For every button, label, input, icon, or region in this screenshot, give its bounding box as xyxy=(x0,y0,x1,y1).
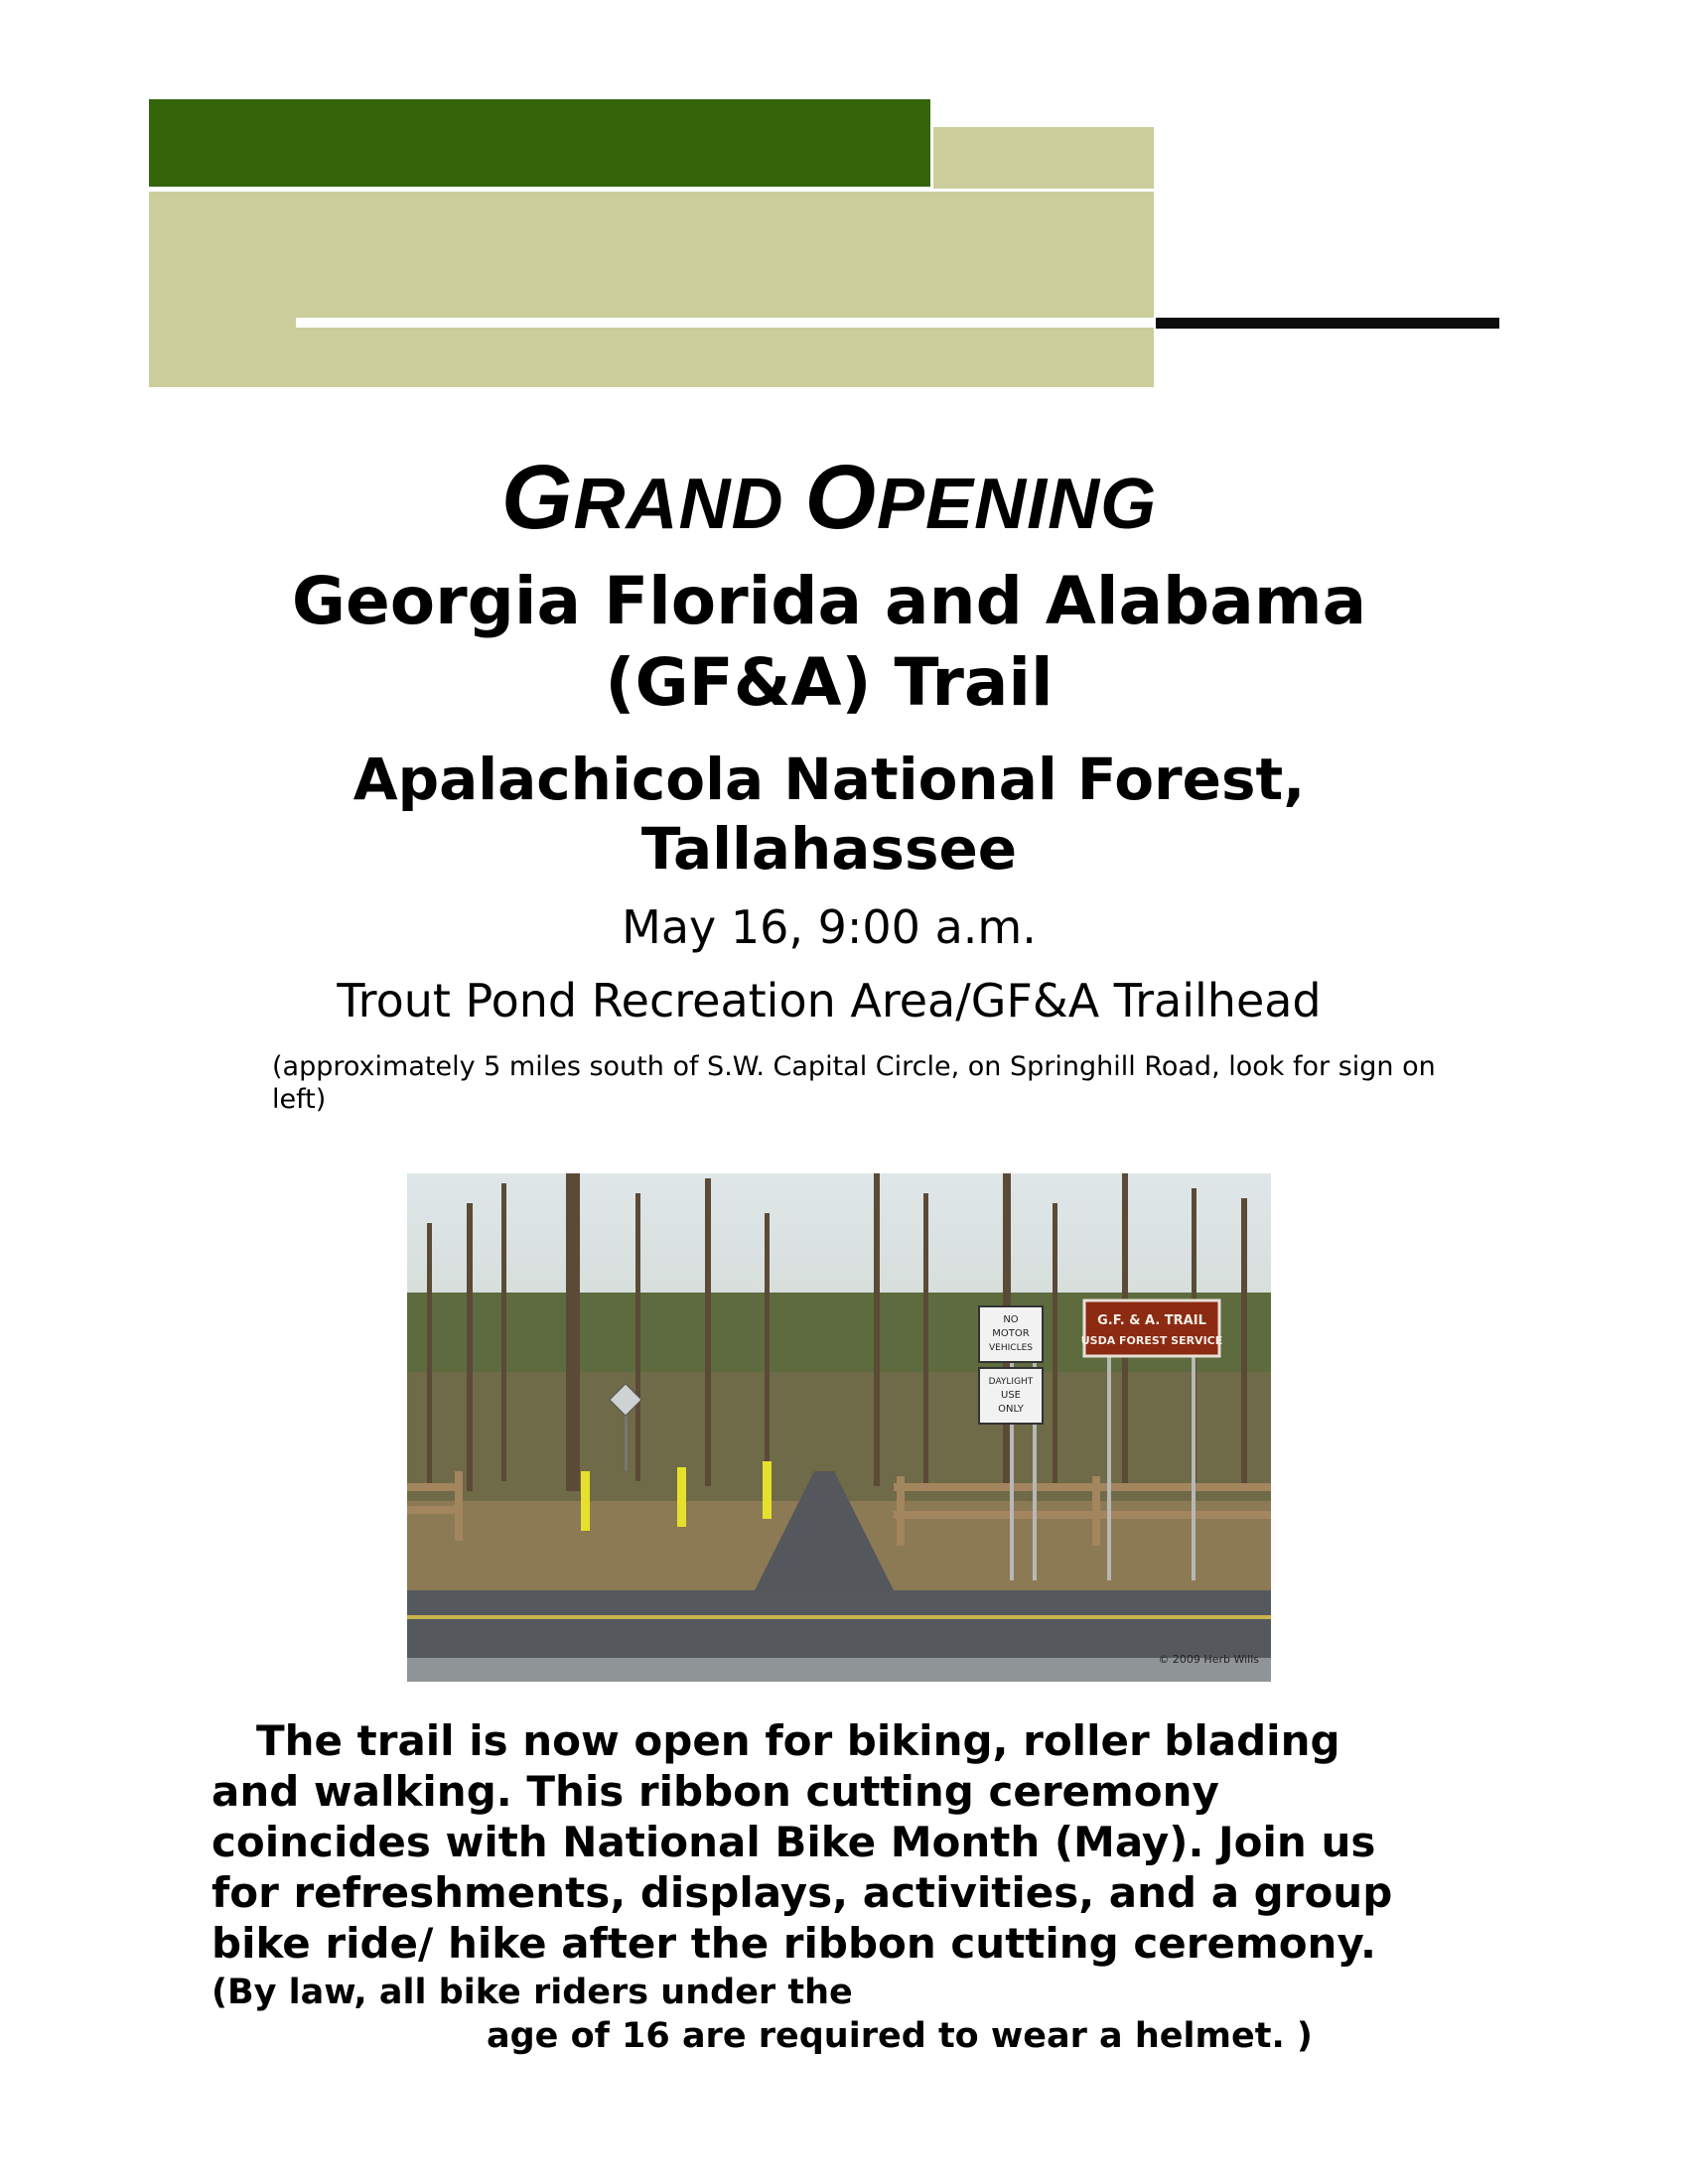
sign-trail-line1: G.F. & A. TRAIL xyxy=(1097,1313,1206,1328)
sign-trail-line2: USDA FOREST SERVICE xyxy=(1080,1334,1223,1347)
body-line1-wrap xyxy=(211,1715,1502,1766)
body-line2: and walking. This ribbon cutting ceremony xyxy=(211,1767,1219,1816)
heading-rest-rand: RAND xyxy=(573,465,805,544)
heading-initial-o: O xyxy=(804,447,878,548)
photo-sign-trail xyxy=(1081,1300,1223,1356)
forest-title-line1: Apalachicola National Forest, xyxy=(352,746,1306,813)
sign-no-motor-line1: NO xyxy=(1003,1314,1019,1325)
header-light-green-block xyxy=(149,192,1154,387)
sign-no-motor-line2: MOTOR xyxy=(992,1328,1030,1339)
sign-daylight-line2: USE xyxy=(1001,1390,1021,1401)
header-black-rule xyxy=(1156,318,1499,329)
helmet-law-line2: age of 16 are required to wear a helmet. ) xyxy=(487,2016,1313,2056)
body-line4: for refreshments, displays, activities, and a group xyxy=(211,1868,1393,1917)
header-light-green-tab xyxy=(933,127,1154,189)
forest-title xyxy=(149,745,1509,884)
body-line5: bike ride/ hike after the ribbon cutting ceremony. xyxy=(211,1919,1376,1968)
event-location: Trout Pond Recreation Area/GF&A Trailhead xyxy=(337,974,1322,1027)
photo-road-shoulder xyxy=(407,1658,1271,1682)
sign-daylight-line1: DAYLIGHT xyxy=(988,1377,1034,1387)
body-line1: The trail is now open for biking, roller blading xyxy=(256,1716,1340,1765)
header-white-rule xyxy=(296,318,1154,328)
heading-rest-pening: PENING xyxy=(877,465,1158,544)
trailhead-photo xyxy=(407,1173,1271,1682)
body-line3: coincides with National Bike Month (May). Join us xyxy=(211,1818,1376,1866)
trail-title-line2: (GF&A) Trail xyxy=(605,644,1054,721)
sign-no-motor-line3: VEHICLES xyxy=(989,1343,1033,1353)
photo-sign-daylight xyxy=(979,1368,1043,1424)
heading-initial-g: G xyxy=(500,447,574,548)
photo-copyright: © 2009 Herb Wills xyxy=(1158,1653,1259,1666)
event-directions: (approximately 5 miles south of S.W. Capital Circle, on Springhill Road, look for sign on left) xyxy=(272,1051,1436,1115)
sign-daylight-line3: ONLY xyxy=(998,1404,1024,1415)
trail-title xyxy=(149,561,1509,724)
helmet-law-line1: (By law, all bike riders under the xyxy=(211,1973,853,2012)
event-date-time: May 16, 9:00 a.m. xyxy=(622,900,1037,954)
grand-opening-heading xyxy=(149,447,1509,548)
photo-road-line xyxy=(407,1615,1271,1619)
header-dark-green-bar xyxy=(149,99,930,187)
trail-title-line1: Georgia Florida and Alabama xyxy=(291,563,1367,639)
photo-sign-no-motor xyxy=(979,1306,1043,1362)
forest-title-line2: Tallahassee xyxy=(640,815,1018,883)
body-paragraph xyxy=(211,1715,1502,1969)
